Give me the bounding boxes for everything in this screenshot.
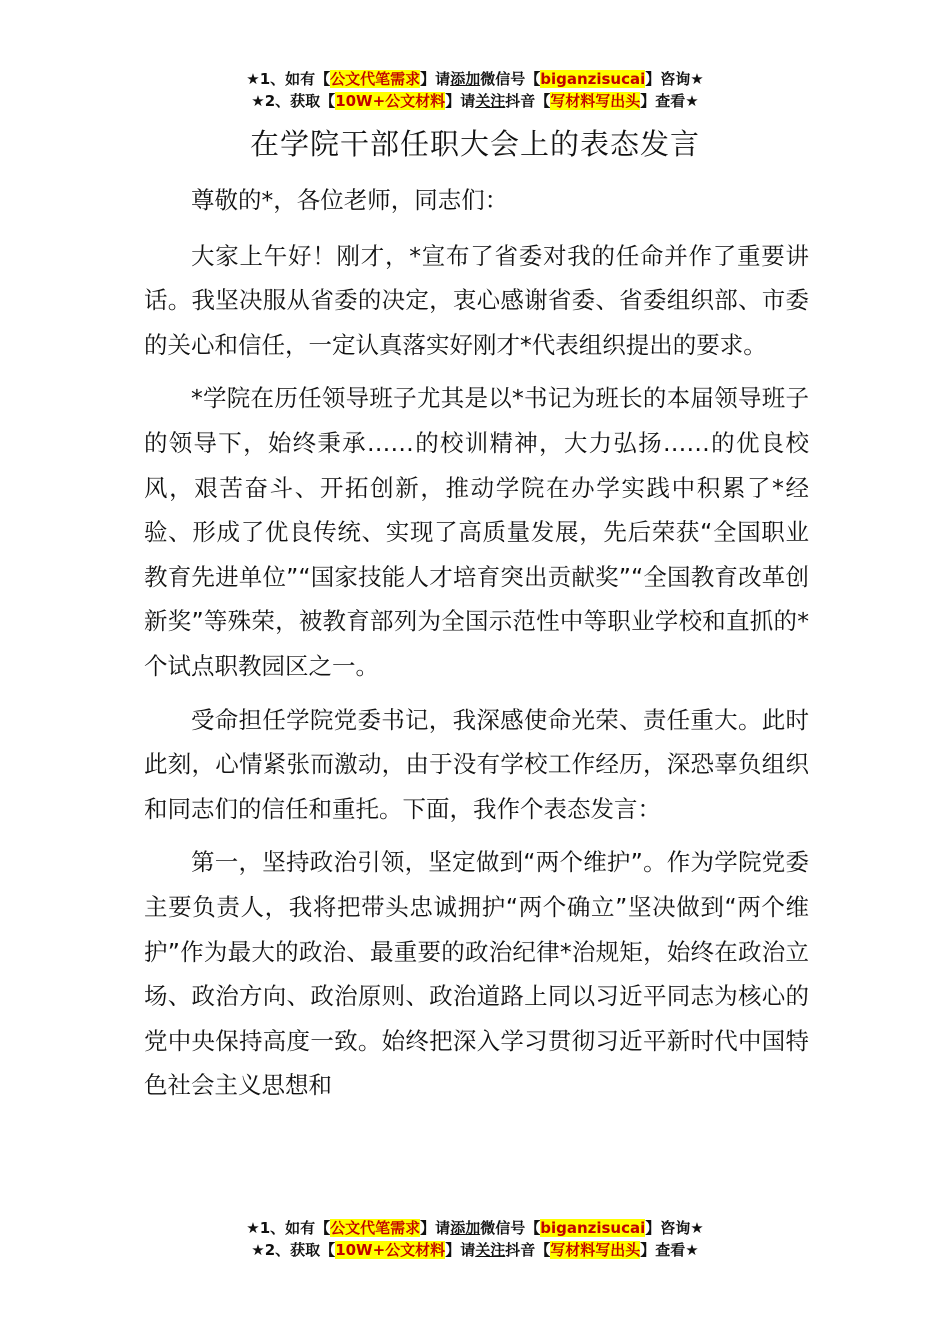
document-title: 在学院干部任职大会上的表态发言 bbox=[249, 127, 700, 161]
banner-text: 微信号【 bbox=[480, 1219, 541, 1237]
banner-wechat-id: biganzisucai bbox=[540, 70, 646, 88]
banner-line-1 bbox=[0, 68, 950, 90]
banner-text: 】咨询★ bbox=[645, 70, 704, 88]
banner-highlight: 公文代笔需求 bbox=[330, 1219, 421, 1237]
banner-text: 】请 bbox=[420, 1219, 451, 1237]
banner-text: ★1、如有【 bbox=[246, 1219, 331, 1237]
banner-underline: 关注 bbox=[475, 92, 506, 110]
banner-underline: 关注 bbox=[475, 1241, 506, 1259]
banner-text: ★1、如有【 bbox=[246, 70, 331, 88]
paragraph: 大家上午好！刚才，*宣布了省委对我的任命并作了重要讲话。我坚决服从省委的决定，衷心感谢省委、省委组织部、市委的关心和信任，一定认真落实好刚才*代表组织提出的要求。 bbox=[144, 241, 809, 359]
banner-text: 】请 bbox=[445, 1241, 476, 1259]
header-banner bbox=[0, 68, 950, 112]
banner-text: 】请 bbox=[420, 70, 451, 88]
paragraph: 受命担任学院党委书记，我深感使命光荣、责任重大。此时此刻，心情紧张而激动，由于没有学校工作经历，深恐辜负组织和同志们的信任和重托。下面，我作个表态发言： bbox=[144, 705, 809, 823]
banner-text: 】咨询★ bbox=[645, 1219, 704, 1237]
banner-text: 抖音【 bbox=[505, 1241, 551, 1259]
banner-douyin-id: 写材料写出头 bbox=[550, 92, 641, 110]
banner-text: ★2、获取【 bbox=[251, 92, 336, 110]
banner-highlight: 10W+公文材料 bbox=[335, 92, 446, 110]
banner-wechat-id: biganzisucai bbox=[540, 1219, 646, 1237]
banner-line-1 bbox=[0, 1217, 950, 1239]
document-body bbox=[144, 178, 809, 1117]
banner-highlight: 10W+公文材料 bbox=[335, 1241, 446, 1259]
banner-text: 】查看★ bbox=[640, 1241, 699, 1259]
banner-text: 】请 bbox=[445, 92, 476, 110]
greeting: 尊敬的*，各位老师，同志们： bbox=[191, 186, 509, 214]
banner-douyin-id: 写材料写出头 bbox=[550, 1241, 641, 1259]
banner-text: ★2、获取【 bbox=[251, 1241, 336, 1259]
banner-underline: 添加 bbox=[450, 1219, 481, 1237]
banner-line-2 bbox=[0, 90, 950, 112]
paragraph: *学院在历任领导班子尤其是以*书记为班长的本届领导班子的领导下，始终秉承……的校训精神，大力弘扬……的优良校风，艰苦奋斗、开拓创新，推动学院在办学实践中积累了*经验、形成了优良传统、实现了高质量发展，先后荣获“全国职业教育先进单位”“国家技能人才培育突出贡献奖”“全国教育改革创新奖”等殊荣，被教育部列为全国示范性中等职业学校和直抓的*个试点职教园区之一。 bbox=[144, 384, 809, 680]
banner-text: 】查看★ bbox=[640, 92, 699, 110]
banner-underline: 添加 bbox=[450, 70, 481, 88]
footer-banner bbox=[0, 1217, 950, 1261]
banner-line-2 bbox=[0, 1239, 950, 1261]
banner-text: 微信号【 bbox=[480, 70, 541, 88]
paragraph: 第一，坚持政治引领，坚定做到“两个维护”。作为学院党委主要负责人，我将把带头忠诚拥护“两个确立”坚决做到“两个维护”作为最大的政治、最重要的政治纪律*治规矩，始终在政治立场、政治方向、政治原则、政治道路上同以习近平同志为核心的党中央保持高度一致。始终把深入学习贯彻习近平新时代中国特色社会主义思想和 bbox=[144, 848, 809, 1100]
banner-highlight: 公文代笔需求 bbox=[330, 70, 421, 88]
banner-text: 抖音【 bbox=[505, 92, 551, 110]
